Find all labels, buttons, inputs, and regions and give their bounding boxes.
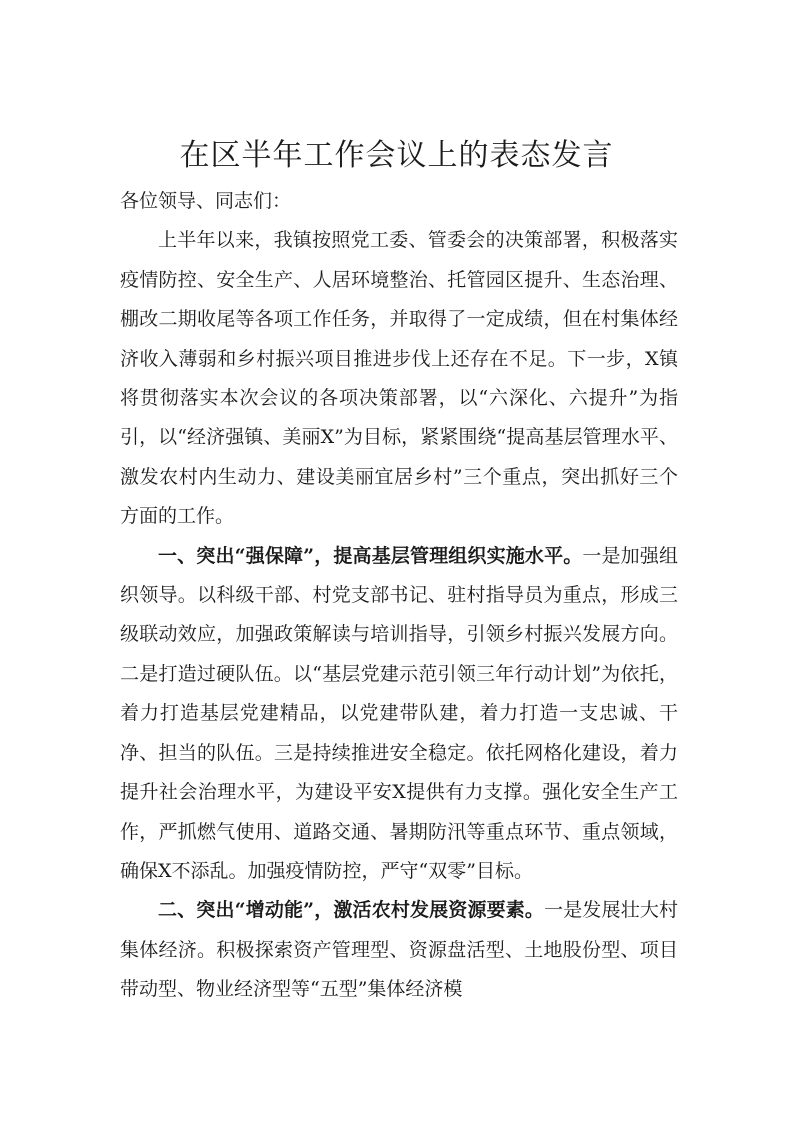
document-title: 在区半年工作会议上的表态发言 [179, 138, 614, 173]
section-heading: 一、突出“强保障”，提高基层管理组织实施水平。 [158, 544, 583, 567]
section-heading: 二、突出“增动能”，激活农村发展资源要素。 [158, 899, 545, 922]
paragraph-text: 上半年以来，我镇按照党工委、管委会的决策部署，积极落实疫情防控、安全生产、人居环境整治、托管园区提升、生态治理、棚改二期收尾等各项工作任务，并取得了一定成绩，但在村集体经济收入薄弱和乡村振兴项目推进步伐上还存在不足。下一步，X镇将贯彻落实本次会议的各项决策部署，以“六深化、六提升”为指引，以“经济强镇、美丽X”为目标，紧紧围绕“提高基层管理水平、激发农村内生动力、建设美丽宜居乡村”三个重点，突出抓好三个方面的工作。 [120, 229, 678, 528]
paragraph-text: 一是发展壮大村集体经济。积极探索资产管理型、资源盘活型、土地股份型、项目带动型、物业经济型等“五型”集体经济模 [120, 899, 678, 1001]
document-body [120, 182, 678, 1010]
paragraph-text: 一是加强组织领导。以科级干部、村党支部书记、驻村指导员为重点，形成三级联动效应，加强政策解读与培训指导，引领乡村振兴发展方向。二是打造过硬队伍。以“基层党建示范引领三年行动计划”为依托，着力打造基层党建精品，以党建带队建，着力打造一支忠诚、干净、担当的队伍。三是持续推进安全稳定。依托网格化建设，着力提升社会治理水平，为建设平安X提供有力支撑。强化安全生产工作，严抓燃气使用、道路交通、暑期防汛等重点环节、重点领域，确保X不添乱。加强疫情防控，严守“双零”目标。 [120, 544, 678, 882]
paragraph-intro [120, 221, 678, 536]
paragraph-section-1 [120, 537, 678, 892]
salutation: 各位领导、同志们： [120, 190, 292, 212]
paragraph-section-2 [120, 891, 678, 1009]
